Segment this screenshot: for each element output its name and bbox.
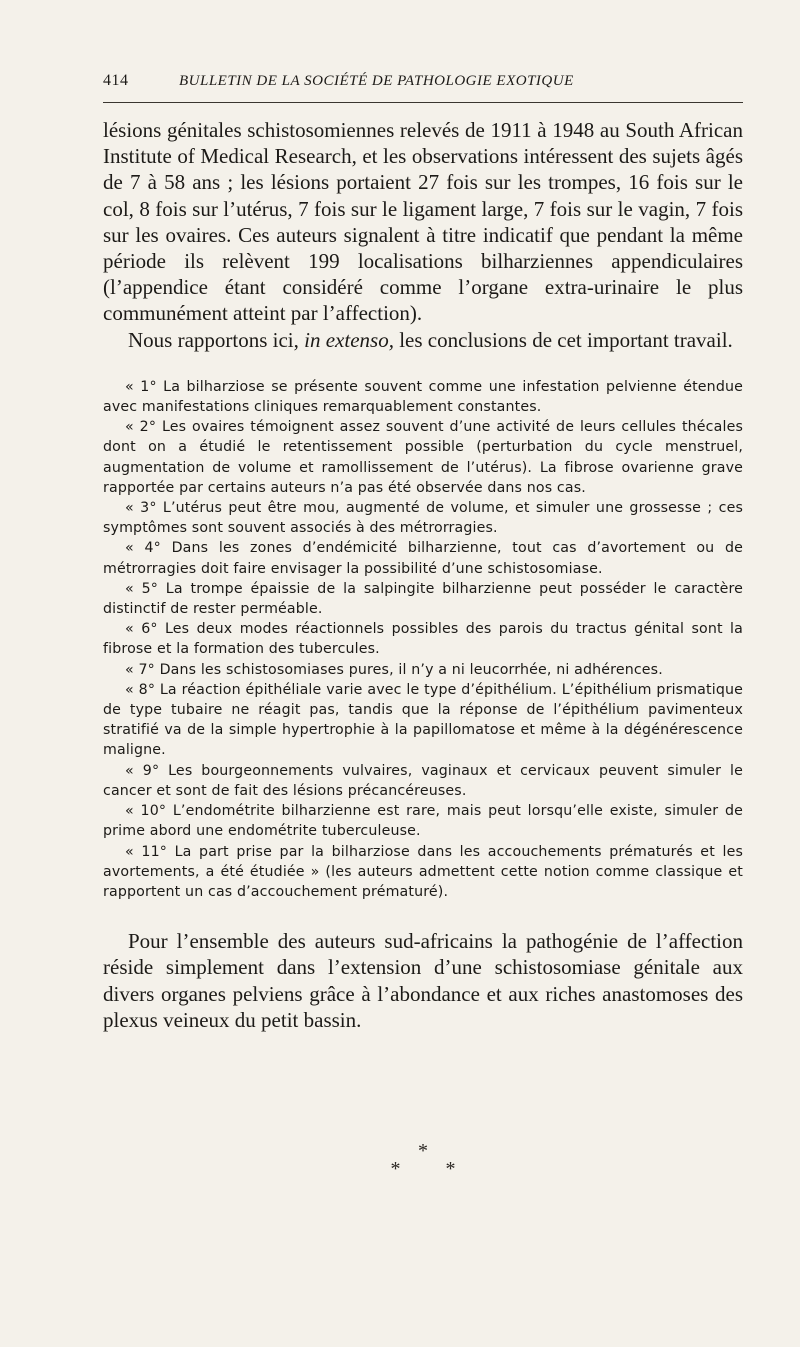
- page-number: 414: [103, 72, 129, 89]
- conclusion-item: « 5° La trompe épaissie de la salpingite bilharzienne peut posséder le caractère distinctif de rester perméable.: [103, 580, 743, 618]
- conclusion-item: « 7° Dans les schistosomiases pures, il n’y a ni leucorrhée, ni adhérences.: [125, 661, 663, 678]
- conclusion-intro-after: les conclusions de cet important travail.: [393, 327, 733, 352]
- asterism-top: *: [418, 1140, 428, 1162]
- conclusion-item: « 3° L’utérus peut être mou, augmenté de volume, et simuler une grossesse ; ces symptômes sont souvent associés à des métrorragies.: [103, 500, 743, 537]
- conclusion-item: « 4° Dans les zones d’endémicité bilharzienne, tout cas d’avortement ou de métrorragies doit faire envisager la possibilité d’une schistosomiase.: [103, 540, 743, 577]
- conclusion-intro-paragraph: [103, 327, 743, 353]
- conclusion-item: « 8° La réaction épithéliale varie avec le type d’épithélium. L’épithélium prismatique de type tubaire ne réagit pas, tandis que la réponse de l’épithélium pavimenteux stratifié va de la simple hypertrophie à la papillomatose et même à la dégénérescence maligne.: [103, 681, 743, 759]
- intro-paragraph: lésions génitales schistosomiennes relevés de 1911 à 1948 au South African Institute of Medical Research, et les observations intéressent des sujets âgés de 7 à 58 ans ; les lésions portaient 27 fois sur les trompes, 16 fois sur le col, 8 fois sur l’utérus, 7 fois sur le ligament large, 7 fois sur le vagin, 7 fois sur les ovaires. Ces auteurs signalent à titre indicatif que pendant la même période ils relèvent 199 localisations bilharziennes appendiculaires (l’appendice étant considéré comme l’organe extra-urinaire le plus communément atteint par l’affection).: [103, 118, 743, 326]
- running-head: [103, 72, 743, 96]
- page: [103, 72, 743, 1180]
- journal-title: BULLETIN DE LA SOCIÉTÉ DE PATHOLOGIE EXOTIQUE: [179, 73, 574, 89]
- asterism: [103, 1142, 743, 1178]
- conclusion-intro-emphasis: in extenso,: [304, 327, 394, 352]
- conclusion-intro-before: Nous rapportons ici,: [128, 327, 305, 352]
- conclusion-item: « 11° La part prise par la bilharziose dans les accouchements prématurés et les avortements, a été étudiée » (les auteurs admettent cette notion comme classique et rapportent un cas d’accouchement prématuré).: [103, 843, 743, 900]
- header-rule: [103, 102, 743, 103]
- conclusion-item: « 1° La bilharziose se présente souvent comme une infestation pelvienne étendue avec manifestations cliniques remarquablement constantes.: [103, 378, 743, 416]
- final-paragraph: Pour l’ensemble des auteurs sud-africains la pathogénie de l’affection réside simplement dans l’extension d’une schistosomiase génitale aux divers organes pelviens grâce à l’abondance et aux riches anastomoses des plexus veineux du petit bassin.: [103, 929, 743, 1032]
- conclusion-item: « 2° Les ovaires témoignent assez souvent d’une activité de leurs cellules thécales dont on a étudié le retentissement possible (perturbation du cycle menstruel, augmentation de volume et ramollissement de l’utérus). La fibrose ovarienne grave rapportée par certains auteurs n’a pas été observée dans nos cas.: [103, 419, 743, 496]
- conclusions-list: [103, 377, 743, 902]
- conclusion-item: « 10° L’endométrite bilharzienne est rare, mais peut lorsqu’elle existe, simuler de prime abord une endométrite tuberculeuse.: [103, 803, 743, 840]
- asterism-bottom: * *: [390, 1158, 476, 1180]
- conclusion-item: « 9° Les bourgeonnements vulvaires, vaginaux et cervicaux peuvent simuler le cancer et sont de fait des lésions précancéreuses.: [103, 762, 743, 799]
- conclusion-item: « 6° Les deux modes réactionnels possibles des parois du tractus génital sont la fibrose et la formation des tubercules.: [103, 621, 743, 658]
